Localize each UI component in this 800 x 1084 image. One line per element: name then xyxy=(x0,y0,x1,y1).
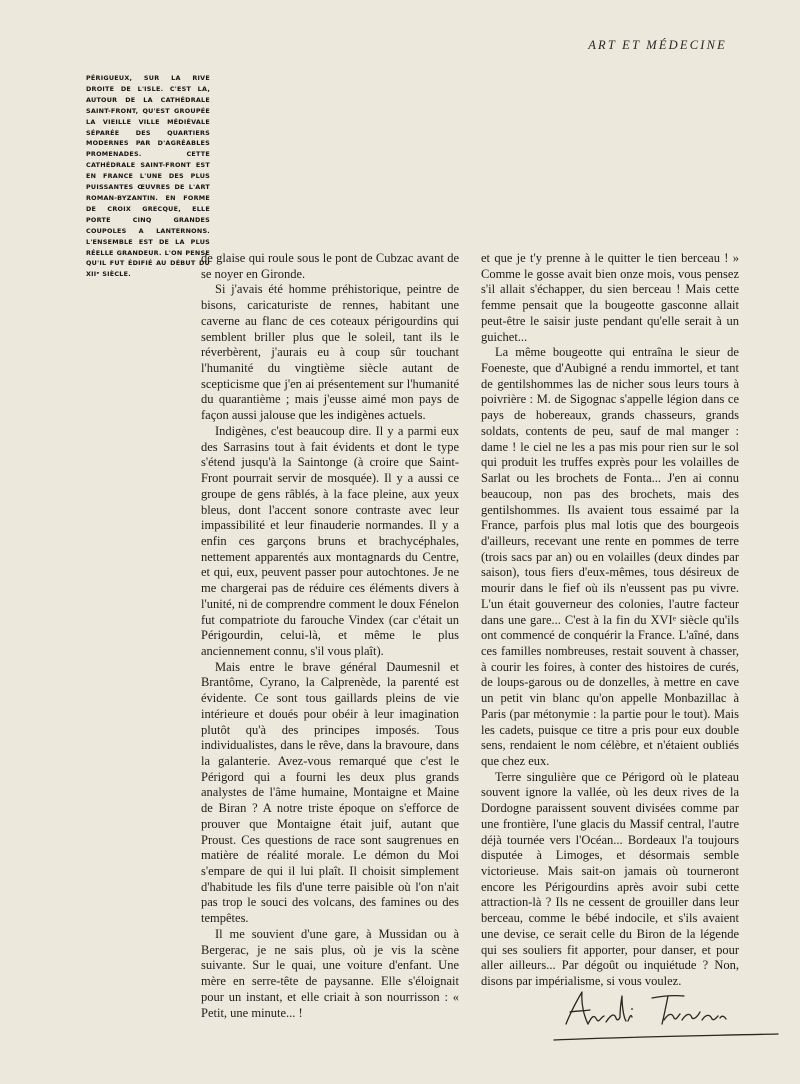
paragraph: Terre singulière que ce Périgord où le plateau souvent ignore la vallée, où les deux rives de la Dordogne paraissent souvent divisées comme par une frontière, l'une glacis du Massif central, l'autre déjà tournée vers l'Océan... Bordeaux l'a toujours disputée à Limoges, et désormais semble victorieuse. Mais sait-on jamais où tourneront encore les Périgourdins après avoir subi cette attraction-là ? Ils ne cessent de grouiller dans leur berceau, comme le bébé indocile, et s'ils avaient une devise, ce serait celle du Biron de la légende qui ses souliers fit apporter, pour danser, et pour aller ailleurs... Par dégoût ou inquiétude ? Non, disons par impérialisme, si vous voulez. xyxy=(481,769,739,989)
photo-caption: PÉRIGUEUX, SUR LA RIVE DROITE DE L'ISLE. C'EST LA, AUTOUR DE LA CATHÉDRALE SAINT-FRONT, QU'EST GROUPÉE LA VIEILLE VILLE MÉDIÉVALE SÉPARÉE DES QUARTIERS MODERNES PAR D'AGRÉABLES PROMENADES. CETTE CATHÉDRALE SAINT-FRONT EST EN FRANCE L'UNE DES PLUS PUISSANTES ŒUVRES DE L'ART ROMAN-BYZANTIN. EN FORME DE CROIX GRECQUE, ELLE PORTE CINQ GRANDES COUPOLES A LANTERNONS. L'ENSEMBLE EST DE LA PLUS RÉELLE GRANDEUR. L'ON PENSE QU'IL FUT ÉDIFIÉ AU DÉBUT DU XIIᵉ SIÈCLE. xyxy=(86,74,210,279)
paragraph: Si j'avais été homme préhistorique, peintre de bisons, caricaturiste de rennes, habitant une caverne au flanc de ces coteaux périgourdins qui semblent briller plus que le soleil, tant ils le réverbèrent, j'aurais eu à coup sûr touchant l'humanité du vingtième siècle autant de scepticisme que j'en ai présentement sur l'humanité du quarantième ; mais j'eusse aimé mon pays de façon aussi jalouse que les indigènes actuels. xyxy=(201,282,459,423)
article-column-right xyxy=(481,251,739,990)
paragraph: et que je t'y prenne à le quitter le tien berceau ! » Comme le gosse avait bien onze mois, vous pensez s'il allait s'échapper, du sien berceau ! Mais cette femme pensait que la bougeotte gasconne allait peut-être le saisir juste pendant qu'elle serait à un guichet... xyxy=(481,251,739,344)
running-head: ART ET MÉDECINE xyxy=(588,38,727,52)
paragraph: de glaise qui roule sous le pont de Cubzac avant de se noyer en Gironde. xyxy=(201,251,459,281)
author-signature xyxy=(540,990,790,1046)
paragraph: Il me souvient d'une gare, à Mussidan ou à Bergerac, je ne sais plus, où je vis la scène suivante. Sur le quai, une voiture d'enfant. Une mère en serre-tête de paysanne. Elle s'éloignait pour un instant, et elle criait à son nourrisson : « Petit, une minute... ! xyxy=(201,926,459,1020)
paragraph: Indigènes, c'est beaucoup dire. Il y a parmi eux des Sarrasins tout à fait évidents et dont le type s'étend jusqu'à la Saintonge (à croire que Saint-Front pourrait servir de mosquée). Il y a aussi ce groupe de gens râblés, à la face pleine, aux yeux bleus, dont l'accent sonore contraste avec leur impassibilité et leur finauderie normandes. Il y a enfin ces garçons bruns et brachycéphales, nettement apparentés aux montagnards du Centre, et qui, eux, peuvent passer pour autochtones. Je ne me chargerai pas de réduire ces éléments divers à l'unité, ni de comprendre comment le doux Fénelon fut compatriote du farouche Vindex (car c'était un Périgourdin, celui-là, et même le plus anciennement connu, s'il vous plaît). xyxy=(201,423,459,658)
paragraph: La même bougeotte qui entraîna le sieur de Foeneste, que d'Aubigné a rendu immortel, et tant de gentilshommes las de nicher sous leurs tours à poivrière : M. de Sigognac s'appelle légion dans ce pays de hobereaux, grands chasseurs, grands soldats, contents de peu, sauf de mal manger : dame ! le ciel ne les a pas mis pour rien sur le sol qui produit les truffes exprès pour les volailles de Sarlat ou les brochets de Fonta... J'en ai connu beaucoup, non pas des brochets, mais des gentilshommes. Ils avaient tous essaimé par la France, parfois plus mal lotis que des bourgeois d'ailleurs, recevant une rente en pommes de terre (trois sacs par an) ou en volailles (deux dindes par saison), tous fiers d'eux-mêmes, tous désireux de mourir dans le fief où ils n'eussent pas pu vivre. L'un était gouverneur des colonies, l'autre facteur dans une gare... C'est à la fin du XVIᵉ siècle qu'ils ont commencé de conquérir la France. L'aîné, dans ces familles nombreuses, restait souvent à chasser, à courir les foires, à conter des histoires de curés, de loups-garous ou de donzelles, à mettre en cave un petit vin blanc qu'on appelle Monbazillac à Paris (par métonymie : la partie pour le tout). Mais les cadets, puisque ce titre a pris pour eux double sens, rendaient le nom célèbre, et n'étaient oubliés que chez eux. xyxy=(481,345,739,768)
paragraph: Mais entre le brave général Daumesnil et Brantôme, Cyrano, la Calprenède, la parenté est évidente. Ce sont tous gaillards pleins de vie intérieure et doués pour obéir à leur imagination plutôt qu'à des principes imposés. Tous individualistes, dans le rêve, dans la bravoure, dans la galanterie. Avez-vous remarqué que c'est le Périgord qui a fourni les deux plus grands analystes de l'âme humaine, Montaigne et Maine de Biran ? A notre triste époque on s'efforce de prouver que Montaigne était juif, autant que Proust. Ces questions de race sont saugrenues en matière de réalité morale. Le démon du Moi s'empare de qui il lui plaît. Il choisit simplement d'habitude les fils d'une terre paisible où l'on n'ait pas trop le souci des volcans, des famines ou des tempêtes. xyxy=(201,659,459,926)
article-column-left xyxy=(201,251,459,1021)
